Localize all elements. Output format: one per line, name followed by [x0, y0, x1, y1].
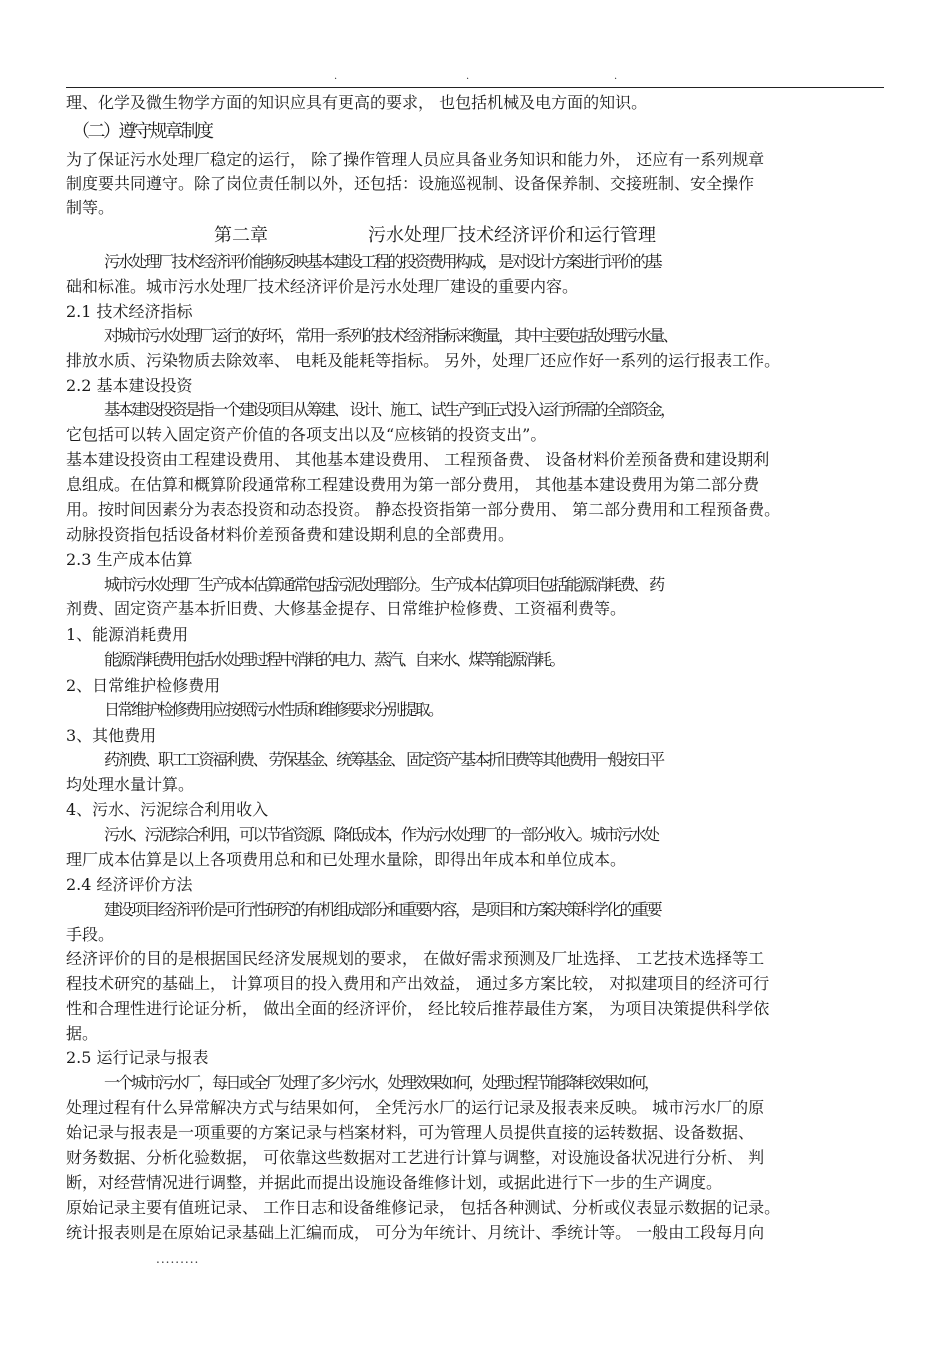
body-line: 对城市污水处理厂运行的好坏， 常用一系列的技术经济指标来衡量， 其中主要包括处理污水量、 [104, 326, 677, 345]
body-line: 建设项目经济评价是可行性研究的有机组成部分和重要内容， 是项目和方案决策科学化的重要 [104, 900, 661, 919]
body-line: 污水处理厂技术经济评价能够反映基本建设工程的投资费用构成， 是对设计方案进行评价的基 [104, 252, 661, 271]
subsection-heading: 2.3 生产成本估算 [66, 550, 193, 569]
chapter-number: 第二章 [214, 225, 268, 246]
body-line: 动脉投资指包括设备材料价差预备费和建设期利息的全部费用。 [66, 525, 515, 544]
body-line: 息组成。在估算和概算阶段通常称工程建设费用为第一部分费用， 其他基本建设费用为第二部分费 [66, 475, 760, 494]
body-line: 始记录与报表是一项重要的方案记录与档案材料，可为管理人员提供直接的运转数据、设备数据、 [66, 1123, 755, 1142]
body-line: 断，对经营情况进行调整，并据此而提出设施设备维修计划，或据此进行下一步的生产调度。 [66, 1173, 723, 1192]
body-line: 制等。 [66, 198, 115, 217]
body-line: 用。按时间因素分为表态投资和动态投资。 静态投资指第一部分费用、 第二部分费用和工程预备费。 [66, 500, 781, 519]
body-line: 剂费、固定资产基本折旧费、大修基金提存、日常维护检修费、工资福利费等。 [66, 599, 627, 618]
body-line: 排放水质、污染物质去除效率、 电耗及能耗等指标。 另外，处理厂还应作好一系列的运行报表工作。 [66, 351, 781, 370]
chapter-title-text: 污水处理厂技术经济评价和运行管理 [368, 225, 656, 246]
body-line: 基本建设投资是指一个建设项目从筹建、 设计、施工、试生产到正式投入运行所需的全部资金， [104, 400, 674, 419]
body-line: 础和标准。城市污水处理厂技术经济评价是污水处理厂建设的重要内容。 [66, 277, 579, 296]
body-line: 药剂费、职工工资福利费、 劳保基金、统筹基金、 固定资产基本折旧费等其他费用一般按日平 [104, 750, 663, 769]
subsection-heading: 2.4 经济评价方法 [66, 875, 193, 894]
body-line: 它包括可以转入固定资产价值的各项支出以及“应核销的投资支出”。 [66, 425, 547, 444]
list-item-heading: 4、污水、污泥综合利用收入 [66, 800, 269, 819]
subsection-heading: 2.5 运行记录与报表 [66, 1048, 209, 1067]
header-dot: . [334, 71, 338, 82]
body-line: 据。 [66, 1024, 99, 1043]
list-item-heading: 1、能源消耗费用 [66, 625, 189, 644]
body-line: 性和合理性进行论证分析， 做出全面的经济评价， 经比较后推荐最佳方案， 为项目决策提供科学依 [66, 999, 770, 1018]
body-line: 均处理水量计算。 [66, 775, 195, 794]
body-line: 财务数据、分析化验数据， 可依靠这些数据对工艺进行计算与调整，对设施设备状况进行分析、 判 [66, 1148, 765, 1167]
body-line: 基本建设投资由工程建设费用、 其他基本建设费用、 工程预备费、 设备材料价差预备费和建设期利 [66, 450, 770, 469]
subsection-heading: 2.2 基本建设投资 [66, 376, 193, 395]
body-line: 理、化学及微生物学方面的知识应具有更高的要求， 也包括机械及电方面的知识。 [66, 93, 648, 112]
body-line: 统计报表则是在原始记录基础上汇编而成， 可分为年统计、月统计、季统计等。 一般由工段每月向 [66, 1223, 765, 1242]
header-dot: . [466, 71, 470, 82]
body-line: 为了保证污水处理厂稳定的运行， 除了操作管理人员应具备业务知识和能力外， 还应有一系列规章 [66, 150, 765, 169]
body-line: 经济评价的目的是根据国民经济发展规划的要求， 在做好需求预测及厂址选择、 工艺技术选择等工 [66, 949, 765, 968]
list-item-heading: 3、其他费用 [66, 726, 157, 745]
body-line: 程技术研究的基础上， 计算项目的投入费用和产出效益， 通过多方案比较， 对拟建项目的经济可行 [66, 974, 770, 993]
body-line: 处理过程有什么异常解决方式与结果如何， 全凭污水厂的运行记录及报表来反映。 城市污水厂的原 [66, 1098, 765, 1117]
list-item-heading: 2、日常维护检修费用 [66, 676, 221, 695]
continuation-ellipsis: ......... [156, 1252, 200, 1266]
body-line: 原始记录主要有值班记录、 工作日志和设备维修记录， 包括各种测试、分析或仪表显示数据的记录。 [66, 1198, 781, 1217]
body-line: 理厂成本估算是以上各项费用总和和已处理水量除，即得出年成本和单位成本。 [66, 850, 627, 869]
header-dot: . [614, 71, 618, 82]
body-line: 手段。 [66, 925, 115, 944]
body-line: 污水、污泥综合利用，可以节省资源、降低成本，作为污水处理厂的一部分收入。城市污水处 [104, 825, 658, 844]
subsection-heading: 2.1 技术经济指标 [66, 302, 193, 321]
body-line: 日常维护检修费用应按照污水性质和维修要求分别提取。 [104, 700, 442, 719]
body-line: 制度要共同遵守。除了岗位责任制以外，还包括：设施巡视制、设备保养制、交接班制、安全操作 [66, 174, 755, 193]
header-rule [66, 87, 884, 88]
body-line: 城市污水处理厂生产成本估算通常包括污泥处理部分。 生产成本估算项目包括能源消耗费、 药 [104, 575, 663, 594]
section-heading: （二）遵守规章制度 [72, 121, 212, 142]
body-line: 一个城市污水厂，每日或全厂处理了多少污水，处理效果如何，处理过程节能降耗效果如何， [104, 1073, 658, 1092]
body-line: 能源消耗费用包括水处理过程中消耗的电力、蒸汽、自来水、煤等能源消耗。 [104, 650, 564, 669]
